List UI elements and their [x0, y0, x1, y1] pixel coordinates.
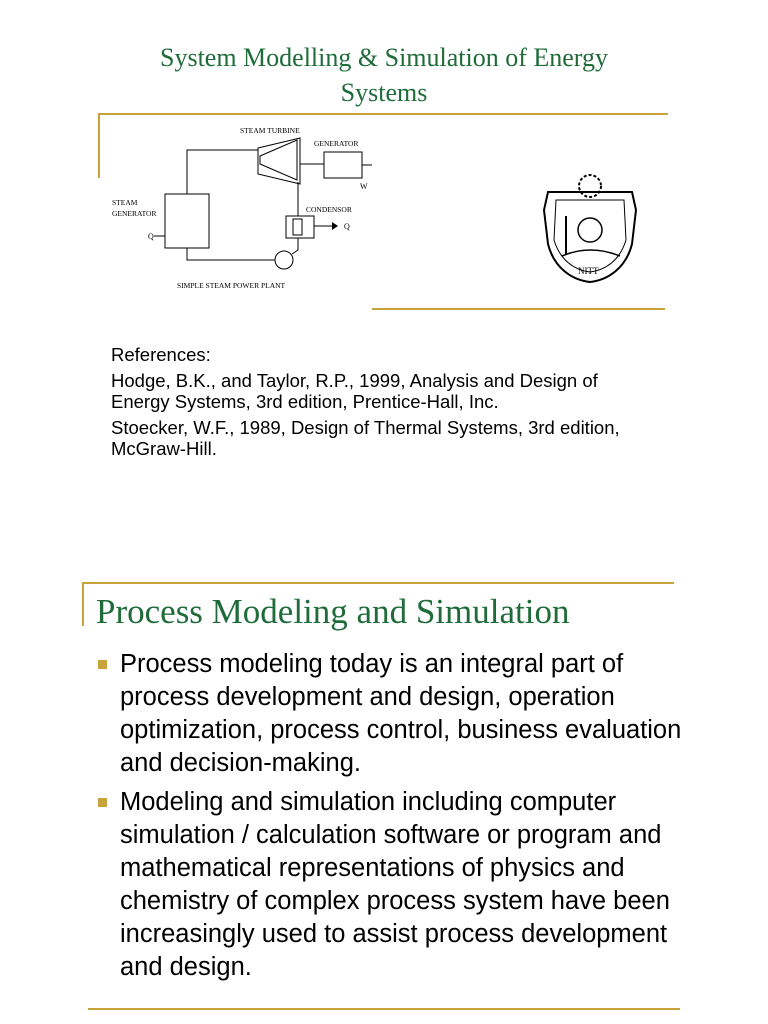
nitt-seal-logo: [532, 170, 650, 288]
label-condensor: CONDENSOR: [306, 205, 352, 214]
reference-hodge: Hodge, B.K., and Taylor, R.P., 1999, Analysis and Design of Energy Systems, 3rd edition, Prentice-Hall, Inc.: [111, 370, 598, 412]
reference-stoecker: Stoecker, W.F., 1989, Design of Thermal Systems, 3rd edition, McGraw-Hill.: [111, 417, 620, 459]
bullet-text: Modeling and simulation including computer simulation / calculation software or program and mathematical representations of physics and chemistry of complex process system have been increasingly used to assist process development and design.: [120, 788, 670, 981]
seal-text: NITT: [578, 266, 599, 276]
slide2-bullet-list: [96, 648, 706, 990]
square-bullet-icon: [98, 798, 107, 807]
label-steam: STEAM: [112, 198, 138, 207]
bullet-item: [96, 648, 706, 780]
slide2-top-rule-horizontal: [82, 582, 674, 584]
pipe-pump-to-steam: [187, 248, 275, 260]
seal-emblem: [578, 218, 602, 242]
references-block: [111, 344, 651, 464]
seal-wave: [562, 250, 620, 256]
q-out-arrowhead: [332, 222, 338, 230]
steam-power-plant-diagram: [100, 118, 375, 298]
diagram-caption: SIMPLE STEAM POWER PLANT: [177, 281, 286, 290]
steam-generator-box: [165, 194, 209, 248]
label-generator-2: GENERATOR: [112, 209, 157, 218]
bullet-item: [96, 786, 706, 984]
seal-gear-icon: [579, 175, 601, 197]
pipe-steam-to-turbine: [187, 150, 258, 194]
label-w: W: [360, 182, 368, 191]
slide1-top-rule-horizontal: [98, 113, 668, 115]
square-bullet-icon: [98, 660, 107, 669]
pump-circle: [275, 251, 293, 269]
label-q-out: Q: [344, 222, 350, 231]
slide2-bottom-rule: [88, 1008, 680, 1010]
seal-inner-shield: [554, 200, 626, 272]
label-q-in: Q: [148, 232, 154, 241]
bullet-text: Process modeling today is an integral part of process development and design, operation optimization, process control, business evaluation and decision-making.: [120, 650, 682, 777]
generator-box: [324, 152, 362, 178]
label-generator: GENERATOR: [314, 139, 359, 148]
steam-turbine-body: [258, 138, 300, 184]
label-steam-turbine: STEAM TURBINE: [240, 126, 300, 135]
slide1-bottom-rule: [372, 308, 665, 310]
slide2-top-rule-vertical: [82, 582, 84, 626]
slide1-title: System Modelling & Simulation of Energy Systems: [159, 43, 608, 107]
condensor-inner: [293, 219, 302, 235]
references-heading: References:: [111, 344, 211, 365]
pipe-condensor-to-pump: [292, 238, 298, 254]
slide2-title: Process Modeling and Simulation: [96, 592, 570, 631]
